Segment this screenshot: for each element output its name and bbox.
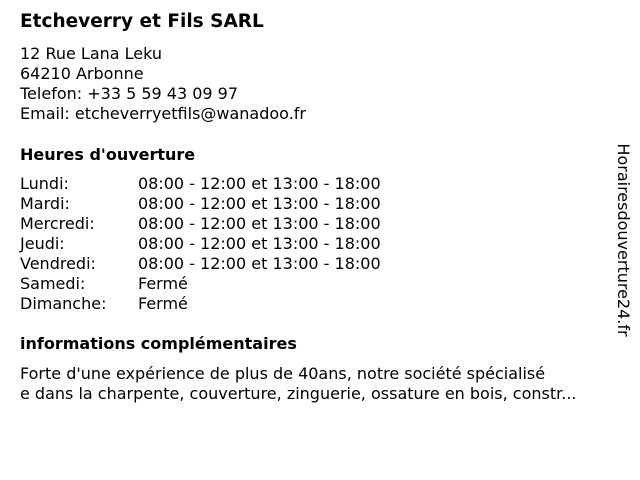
time-value: 08:00 - 12:00 et 13:00 - 18:00 xyxy=(138,214,381,233)
day-label: Vendredi: xyxy=(20,254,96,273)
time-value: 08:00 - 12:00 et 13:00 - 18:00 xyxy=(138,174,381,193)
time-value: 08:00 - 12:00 et 13:00 - 18:00 xyxy=(138,254,381,273)
day-label: Samedi: xyxy=(20,274,86,293)
description-line: e dans la charpente, couverture, zinguerie, ossature en bois, constr... xyxy=(20,384,577,403)
contact-block xyxy=(20,44,306,124)
day-label: Mercredi: xyxy=(20,214,95,233)
description-text xyxy=(20,364,630,404)
time-value: Fermé xyxy=(138,294,188,313)
hours-heading: Heures d'ouverture xyxy=(20,145,196,164)
day-label: Jeudi: xyxy=(20,234,65,253)
time-value: 08:00 - 12:00 et 13:00 - 18:00 xyxy=(138,234,381,253)
time-value: Fermé xyxy=(138,274,188,293)
time-value: 08:00 - 12:00 et 13:00 - 18:00 xyxy=(138,194,381,213)
description-line: Forte d'une expérience de plus de 40ans, notre société spécialisé xyxy=(20,364,546,383)
address-street: 12 Rue Lana Leku xyxy=(20,44,163,63)
address-city: 64210 Arbonne xyxy=(20,64,144,83)
email-text: Email: etcheverryetfils@wanadoo.fr xyxy=(20,104,306,123)
site-watermark: Horairesdouverture24.fr xyxy=(614,143,633,337)
day-label: Mardi: xyxy=(20,194,70,213)
business-name: Etcheverry et Fils SARL xyxy=(20,11,264,32)
day-label: Dimanche: xyxy=(20,294,107,313)
phone-text: Telefon: +33 5 59 43 09 97 xyxy=(20,84,239,103)
day-label: Lundi: xyxy=(20,174,69,193)
info-heading: informations complémentaires xyxy=(20,334,297,353)
